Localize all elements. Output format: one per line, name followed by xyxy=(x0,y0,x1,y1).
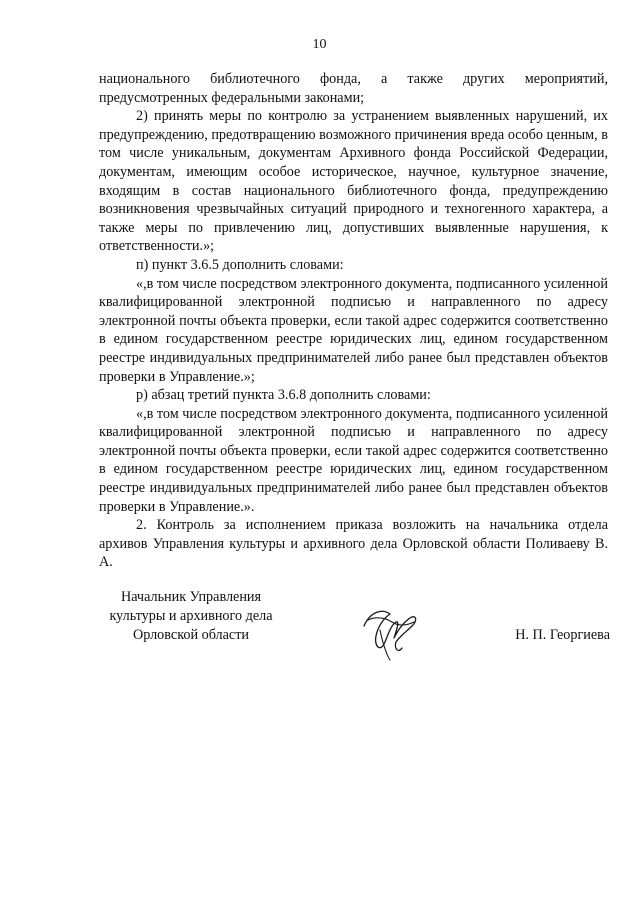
signatory-name: Н. П. Георгиева xyxy=(515,627,610,643)
paragraph: 2) принять меры по контролю за устранением выявленных нарушений, их предупреждению, предотвращению возможного причинения вреда особо ценным, в том числе уникальным, документам Архивного фонда Российской Федерации, документам, имеющим особое историческое, научное, культурное значение, входящим в состав национального библиотечного фонда, предупреждению возникновения чрезвычайных ситуаций природного и техногенного характера, а также меры по привлечению лиц, допустивших выявленные нарушения, к ответственности.»; xyxy=(99,108,608,255)
paragraph: «,в том числе посредством электронного документа, подписанного усиленной квалифицированной электронной подписью и направленного по адресу электронной почты объекта проверки, если такой адрес содержится соответственно в едином государственном реестре юридических лиц, едином государственном реестре индивидуальных предпринимателей либо ранее был представлен объектов проверки в Управление.». xyxy=(99,405,608,515)
paragraph: р) абзац третий пункта 3.6.8 дополнить словами: xyxy=(136,387,431,404)
signatory-title-line: Орловской области xyxy=(132,627,250,643)
paragraph: п) пункт 3.6.5 дополнить словами: xyxy=(136,256,344,273)
paragraph: национального библиотечного фонда, а также других мероприятий, предусмотренных федеральными законами; xyxy=(99,71,608,106)
paragraph: 2. Контроль за исполнением приказа возложить на начальника отдела архивов Управления культуры и архивного дела Орловской области Поливаеву В. А. xyxy=(99,517,608,571)
handwritten-signature-icon xyxy=(356,596,426,666)
signatory-title-line: культуры и архивного дела xyxy=(109,608,273,624)
document-body xyxy=(99,70,608,572)
signatory-title xyxy=(91,588,291,645)
paragraph: «,в том числе посредством электронного документа, подписанного усиленной квалифицированной электронной подписью и направленного по адресу электронной почты объекта проверки, если такой адрес содержится соответственно в едином государственном реестре юридических лиц, едином государственном реестре индивидуальных предпринимателей либо ранее был представлен объектов проверки в Управление.»; xyxy=(99,275,608,385)
page-number: 10 xyxy=(312,37,327,52)
signatory-title-line: Начальник Управления xyxy=(120,589,262,605)
